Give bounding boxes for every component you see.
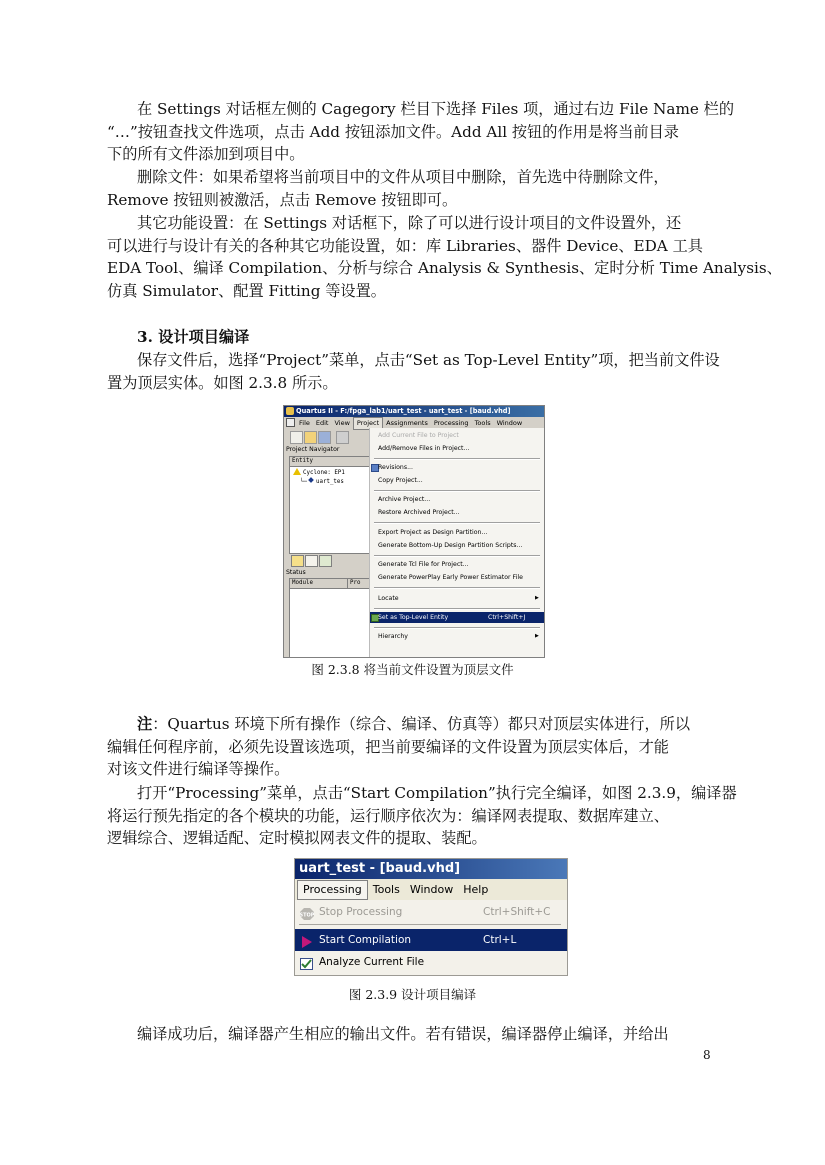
quartus-app-icon xyxy=(286,407,294,415)
text-line: 编译成功后，编译器产生相应的输出文件。若有错误，编译器停止编译，并给出 xyxy=(137,1025,669,1043)
text-line: 编辑任何程序前，必须先设置该选项，把当前要编译的文件设置为顶层实体后，才能 xyxy=(107,737,669,756)
text-line: Remove 按钮则被激活，点击 Remove 按钮即可。 xyxy=(107,190,458,209)
text-line: 其它功能设置：在 Settings 对话框下，除了可以进行设计项目的文件设置外，还 xyxy=(137,214,682,232)
section-heading: 3. 设计项目编译 xyxy=(137,328,250,346)
menu-separator xyxy=(299,924,561,925)
paragraph-other-settings xyxy=(107,212,782,302)
tree-connector-icon: └─ xyxy=(300,479,307,485)
figure-processing-menu xyxy=(294,858,568,976)
print-icon[interactable] xyxy=(336,431,349,444)
status-column-headers xyxy=(290,579,370,589)
text-line: 对该文件进行编译等操作。 xyxy=(107,760,290,779)
progress-column-header[interactable]: Pro xyxy=(350,580,361,586)
menu-separator xyxy=(374,587,540,589)
document-icon[interactable] xyxy=(286,418,295,427)
menu-file[interactable]: File xyxy=(299,419,310,427)
menu-item-generate-tcl[interactable] xyxy=(370,559,544,570)
paragraph-note xyxy=(107,713,727,781)
menu-view[interactable]: View xyxy=(334,419,350,427)
text-line: 打开“Processing”菜单，点击“Start Compilation”执行完全编译，如图 2.3.9，编译器 xyxy=(137,784,737,802)
menu-item-generate-bottom-up[interactable] xyxy=(370,540,544,551)
menu-item-generate-powerplay[interactable] xyxy=(370,572,544,583)
tree-row-device[interactable] xyxy=(293,468,345,478)
save-icon[interactable] xyxy=(318,431,331,444)
status-label: Status xyxy=(286,569,306,576)
menu-item-add-current-file[interactable] xyxy=(370,430,544,441)
menu-item-revisions[interactable] xyxy=(370,462,544,473)
menu-bar xyxy=(284,417,544,428)
menu-help[interactable]: Help xyxy=(463,883,489,896)
submenu-arrow-icon: ▶ xyxy=(535,595,539,601)
menu-separator xyxy=(374,627,540,629)
text-line xyxy=(107,713,727,736)
menu-tools[interactable]: Tools xyxy=(474,419,491,427)
status-panel xyxy=(289,578,371,658)
project-navigator-panel xyxy=(289,456,371,554)
menu-item-add-remove-files[interactable] xyxy=(370,443,544,454)
text-line: 置为顶层实体。如图 2.3.8 所示。 xyxy=(107,373,338,392)
play-icon xyxy=(300,934,313,946)
window-title-bar xyxy=(284,406,544,417)
new-file-icon[interactable] xyxy=(290,431,303,444)
text-line: 可以进行与设计有关的各种其它功能设置，如：库 Libraries、器件 Device、EDA 工具 xyxy=(107,236,703,255)
menu-item-label: Set as Top-Level Entity xyxy=(378,614,449,621)
stop-icon xyxy=(300,906,313,918)
menu-item-label: Archive Project... xyxy=(378,496,431,503)
paragraph-compile-success xyxy=(107,1023,727,1046)
menu-tools[interactable]: Tools xyxy=(372,883,400,896)
menu-separator xyxy=(374,490,540,492)
paragraph-start-compilation xyxy=(107,782,737,850)
svg-text:STOP: STOP xyxy=(300,912,314,919)
design-units-tab-icon[interactable] xyxy=(319,555,332,567)
text-line: EDA Tool、编译 Compilation、分析与综合 Analysis & Synthesis、定时分析 Time Analysis、 xyxy=(107,259,782,278)
menu-item-label: Generate PowerPlay Early Power Estimator File xyxy=(378,574,523,581)
menu-item-hierarchy[interactable] xyxy=(370,631,544,642)
menu-item-stop-processing[interactable] xyxy=(295,901,567,923)
text-line: “…”按钮查找文件选项，点击 Add 按钮添加文件。Add All 按钮的作用是将当前目录 xyxy=(107,122,679,141)
project-navigator-label: Project Navigator xyxy=(286,446,340,453)
text-line: 将运行预先指定的各个模块的功能，运行顺序依次为：编译网表提取、数据库建立、 xyxy=(107,806,669,825)
analyze-file-icon xyxy=(300,956,313,968)
figure2-caption: 图 2.3.9 设计项目编译 xyxy=(348,987,477,1002)
text-line: 下的所有文件添加到项目中。 xyxy=(107,145,305,164)
menu-item-label: Revisions... xyxy=(378,464,413,471)
menu-edit[interactable]: Edit xyxy=(315,419,329,427)
entity-header-label: Entity xyxy=(292,458,313,464)
window-title: Quartus II - F:/fpga_lab1/uart_test - uart_test - [baud.vhd] xyxy=(296,407,511,415)
menu-item-label: Analyze Current File xyxy=(319,956,425,968)
menu-window[interactable]: Window xyxy=(496,419,523,427)
menu-assignments[interactable]: Assignments xyxy=(386,419,428,427)
menu-item-label: Add/Remove Files in Project... xyxy=(378,445,470,452)
menu-item-label: Copy Project... xyxy=(378,477,423,484)
text-line: 仿真 Simulator、配置 Fitting 等设置。 xyxy=(107,281,386,300)
menu-item-label: Generate Bottom-Up Design Partition Scripts... xyxy=(378,542,523,549)
menu-processing[interactable]: Processing xyxy=(297,880,368,900)
text-line: 删除文件：如果希望将当前项目中的文件从项目中删除，首先选中待删除文件， xyxy=(137,168,669,186)
menu-item-label: Start Compilation xyxy=(319,934,412,946)
warning-icon xyxy=(293,468,301,475)
menu-item-label: Hierarchy xyxy=(378,633,408,640)
paragraph-delete-file xyxy=(107,166,727,211)
paragraph-settings-files xyxy=(107,98,735,166)
menu-project[interactable]: Project xyxy=(353,417,383,430)
figure-quartus-project-menu xyxy=(283,405,545,658)
module-column-header[interactable]: Module xyxy=(292,580,313,586)
tree-row-entity[interactable] xyxy=(300,478,344,487)
entity-icon xyxy=(308,477,314,483)
menu-separator xyxy=(374,608,540,610)
page-number: 8 xyxy=(703,1048,711,1062)
menu-processing[interactable]: Processing xyxy=(433,419,469,427)
paragraph-set-top-level xyxy=(107,349,727,394)
hierarchy-tab-icon[interactable] xyxy=(291,555,304,567)
menu-item-archive-project[interactable] xyxy=(370,494,544,505)
menu-item-label: Generate Tcl File for Project... xyxy=(378,561,469,568)
entity-column-header[interactable] xyxy=(290,457,370,467)
menu-window[interactable]: Window xyxy=(409,883,454,896)
text-line: 逻辑综合、逻辑适配、定时模拟网表文件的提取、装配。 xyxy=(107,829,487,848)
open-folder-icon[interactable] xyxy=(304,431,317,444)
menu-separator xyxy=(374,458,540,460)
text-line: 在 Settings 对话框左侧的 Cagegory 栏目下选择 Files 项，通过右边 File Name 栏的 xyxy=(137,100,735,118)
menu-item-start-compilation[interactable] xyxy=(295,929,567,951)
menu-separator xyxy=(374,522,540,524)
menu-item-label: Locate xyxy=(378,595,399,602)
project-dropdown-menu xyxy=(369,428,544,657)
note-label: 注 xyxy=(137,715,153,733)
text-line: 保存文件后，选择“Project”菜单，点击“Set as Top-Level Entity”项，把当前文件设 xyxy=(137,351,720,369)
menu-item-locate[interactable] xyxy=(370,593,544,604)
menu-bar xyxy=(295,879,567,900)
menu-item-shortcut: Ctrl+Shift+J xyxy=(488,614,526,621)
entity-label: uart_tes xyxy=(315,479,344,485)
window-title-bar: uart_test - [baud.vhd] xyxy=(295,859,567,879)
menu-item-label: Restore Archived Project... xyxy=(378,509,460,516)
menu-item-restore-archived[interactable] xyxy=(370,507,544,518)
menu-separator xyxy=(374,555,540,557)
menu-item-set-top-level-entity[interactable] xyxy=(370,612,544,623)
submenu-arrow-icon: ▶ xyxy=(535,633,539,639)
menu-item-label: Export Project as Design Partition... xyxy=(378,529,488,536)
figure1-caption: 图 2.3.8 将当前文件设置为顶层文件 xyxy=(311,662,514,677)
menu-item-copy-project[interactable] xyxy=(370,475,544,486)
device-label: Cyclone: EP1 xyxy=(303,470,345,476)
navigator-tabs xyxy=(289,554,369,567)
menu-item-label: Add Current File to Project xyxy=(378,432,459,439)
menu-item-export-partition[interactable] xyxy=(370,527,544,538)
menu-item-label: Stop Processing xyxy=(319,906,403,918)
menu-item-shortcut: Ctrl+Shift+C xyxy=(483,906,551,918)
files-tab-icon[interactable] xyxy=(305,555,318,567)
menu-item-analyze-current-file[interactable] xyxy=(295,951,567,973)
note-text: ：Quartus 环境下所有操作（综合、编译、仿真等）都只对顶层实体进行，所以 xyxy=(152,715,691,733)
menu-item-shortcut: Ctrl+L xyxy=(483,934,517,946)
toolbar xyxy=(286,430,368,444)
